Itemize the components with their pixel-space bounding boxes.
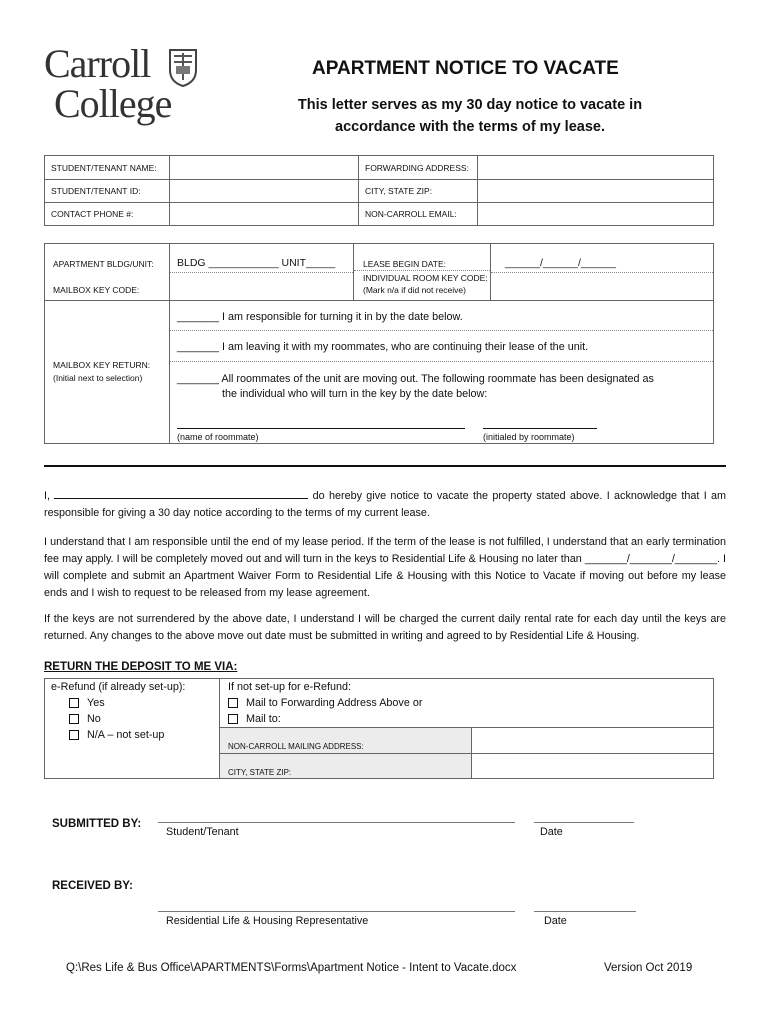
label-city-state-zip: CITY, STATE ZIP: bbox=[359, 180, 478, 203]
label-submitted-by: SUBMITTED BY: bbox=[52, 818, 142, 830]
label-mailing-address: NON-CARROLL MAILING ADDRESS: bbox=[228, 742, 364, 751]
label-date-1: Date bbox=[540, 826, 563, 838]
notice-paragraph-1 bbox=[44, 488, 726, 522]
label-room-key-2: (Mark n/a if did not receive) bbox=[363, 285, 466, 295]
label-received-by: RECEIVED BY: bbox=[52, 880, 133, 892]
p3: If the keys are not surrendered by the above date, I understand I will be charged the current daily rental rate for each day until the keys are returned. Any changes to the above move out date must be submitted in writing and agreed to by Residential Life & Housing. bbox=[44, 613, 726, 642]
crest-icon bbox=[168, 48, 198, 88]
option-leaving-with-roommates[interactable]: _______ I am leaving it with my roommates, who are continuing their lease of the unit. bbox=[177, 341, 589, 353]
label-mailbox-return-2: (Initial next to selection) bbox=[53, 373, 143, 383]
p1-rest: do hereby give notice to vacate the property stated above. I acknowledge that I am responsible for giving a 30 day notice according to the terms of my current lease. bbox=[44, 490, 727, 519]
mailing-address-field[interactable] bbox=[472, 728, 713, 753]
label-student-name: STUDENT/TENANT NAME: bbox=[45, 156, 170, 180]
city-state-zip-field[interactable] bbox=[478, 180, 714, 203]
label-lease-begin: LEASE BEGIN DATE: bbox=[363, 259, 446, 269]
option-mail-to[interactable] bbox=[228, 713, 281, 725]
checkbox-icon bbox=[69, 698, 79, 708]
roommate-name-line[interactable] bbox=[177, 428, 465, 429]
student-signature-line[interactable] bbox=[158, 822, 515, 823]
contact-phone-field[interactable] bbox=[170, 203, 359, 226]
label-roommate-initials: (initialed by roommate) bbox=[483, 432, 575, 442]
option-yes[interactable] bbox=[69, 697, 105, 709]
label-deposit-city: CITY, STATE ZIP: bbox=[228, 768, 292, 777]
page-title: APARTMENT NOTICE TO VACATE bbox=[312, 58, 619, 79]
tenant-name-blank[interactable] bbox=[54, 488, 308, 499]
option-all-moving-out[interactable]: _______ All roommates of the unit are moving out. The following roommate has been designated as bbox=[177, 373, 654, 385]
label-na: N/A – not set-up bbox=[87, 729, 165, 741]
reslife-date-line[interactable] bbox=[534, 911, 636, 912]
footer-version: Version Oct 2019 bbox=[604, 962, 693, 974]
option-na[interactable] bbox=[69, 729, 164, 741]
option-responsible[interactable]: _______ I am responsible for turning it in by the date below. bbox=[177, 311, 463, 323]
label-apt-bldg-unit: APARTMENT BLDG/UNIT: bbox=[53, 259, 154, 269]
label-contact-phone: CONTACT PHONE #: bbox=[45, 203, 170, 226]
checkbox-icon bbox=[228, 698, 238, 708]
p2-part-b: . I will complete and submit an Apartment Waiver Form to Residential Life & Housing with this Notice to Vacate if moving out before my lease ends and I wish to request to be released from my lease agreement. bbox=[44, 553, 727, 599]
lease-begin-date-field[interactable]: ______/______/______ bbox=[505, 257, 616, 269]
option-mail-forwarding[interactable] bbox=[228, 697, 422, 709]
label-mail-to: Mail to: bbox=[246, 713, 281, 725]
p2-part-a: I understand that I am responsible until the end of my lease period. If the term of the lease is not fulfilled, I understand that an early termination fee may apply. I will be completely moved out and will turn in the keys to Residential Life & Housing no later than bbox=[44, 536, 726, 565]
subtitle-line-2: accordance with the terms of my lease. bbox=[335, 119, 605, 135]
apartment-table bbox=[44, 243, 714, 444]
footer-path: Q:\Res Life & Bus Office\APARTMENTS\Forms\Apartment Notice - Intent to Vacate.docx bbox=[66, 962, 517, 974]
label-reslife-rep: Residential Life & Housing Representative bbox=[166, 915, 369, 927]
college-logo bbox=[44, 41, 199, 134]
notice-paragraph-2 bbox=[44, 534, 726, 602]
label-erefund: e-Refund (if already set-up): bbox=[51, 681, 186, 693]
student-id-field[interactable] bbox=[170, 180, 359, 203]
label-yes: Yes bbox=[87, 697, 105, 709]
checkbox-icon bbox=[228, 714, 238, 724]
reslife-signature-line[interactable] bbox=[158, 911, 515, 912]
deposit-city-field[interactable] bbox=[472, 754, 713, 778]
option-all-moving-out-cont: the individual who will turn in the key by the date below: bbox=[222, 388, 488, 400]
label-mail-forwarding: Mail to Forwarding Address Above or bbox=[246, 697, 423, 709]
student-name-field[interactable] bbox=[170, 156, 359, 180]
notice-paragraph-3 bbox=[44, 611, 726, 645]
logo-line-2: College bbox=[54, 81, 172, 126]
section-divider bbox=[44, 465, 726, 467]
contact-table bbox=[44, 155, 714, 226]
label-student-tenant: Student/Tenant bbox=[166, 826, 239, 838]
label-roommate-name: (name of roommate) bbox=[177, 432, 259, 442]
bldg-unit-field[interactable]: BLDG ____________ UNIT_____ bbox=[177, 257, 336, 269]
label-not-setup: If not set-up for e-Refund: bbox=[228, 681, 352, 693]
roommate-initials-line[interactable] bbox=[483, 428, 597, 429]
deposit-table bbox=[44, 678, 714, 779]
checkbox-icon bbox=[69, 714, 79, 724]
subtitle bbox=[270, 94, 670, 138]
label-non-carroll-email: NON-CARROLL EMAIL: bbox=[359, 203, 478, 226]
logo-line-1: Carroll bbox=[44, 41, 151, 86]
student-date-line[interactable] bbox=[534, 822, 634, 823]
deposit-heading: RETURN THE DEPOSIT TO ME VIA: bbox=[44, 661, 238, 673]
checkbox-icon bbox=[69, 730, 79, 740]
label-student-id: STUDENT/TENANT ID: bbox=[45, 180, 170, 203]
label-mailbox-key-code: MAILBOX KEY CODE: bbox=[53, 285, 140, 295]
forwarding-address-field[interactable] bbox=[478, 156, 714, 180]
label-mailbox-return-1: MAILBOX KEY RETURN: bbox=[53, 360, 151, 370]
label-date-2: Date bbox=[544, 915, 567, 927]
label-no: No bbox=[87, 713, 101, 725]
option-no[interactable] bbox=[69, 713, 101, 725]
subtitle-line-1: This letter serves as my 30 day notice to vacate in bbox=[297, 97, 643, 113]
move-out-date-blank[interactable]: _______/_______/_______ bbox=[584, 553, 717, 565]
p1-prefix: I, bbox=[44, 490, 50, 502]
label-room-key-1: INDIVIDUAL ROOM KEY CODE: bbox=[363, 273, 488, 283]
non-carroll-email-field[interactable] bbox=[478, 203, 714, 226]
label-forwarding-address: FORWARDING ADDRESS: bbox=[359, 156, 478, 180]
